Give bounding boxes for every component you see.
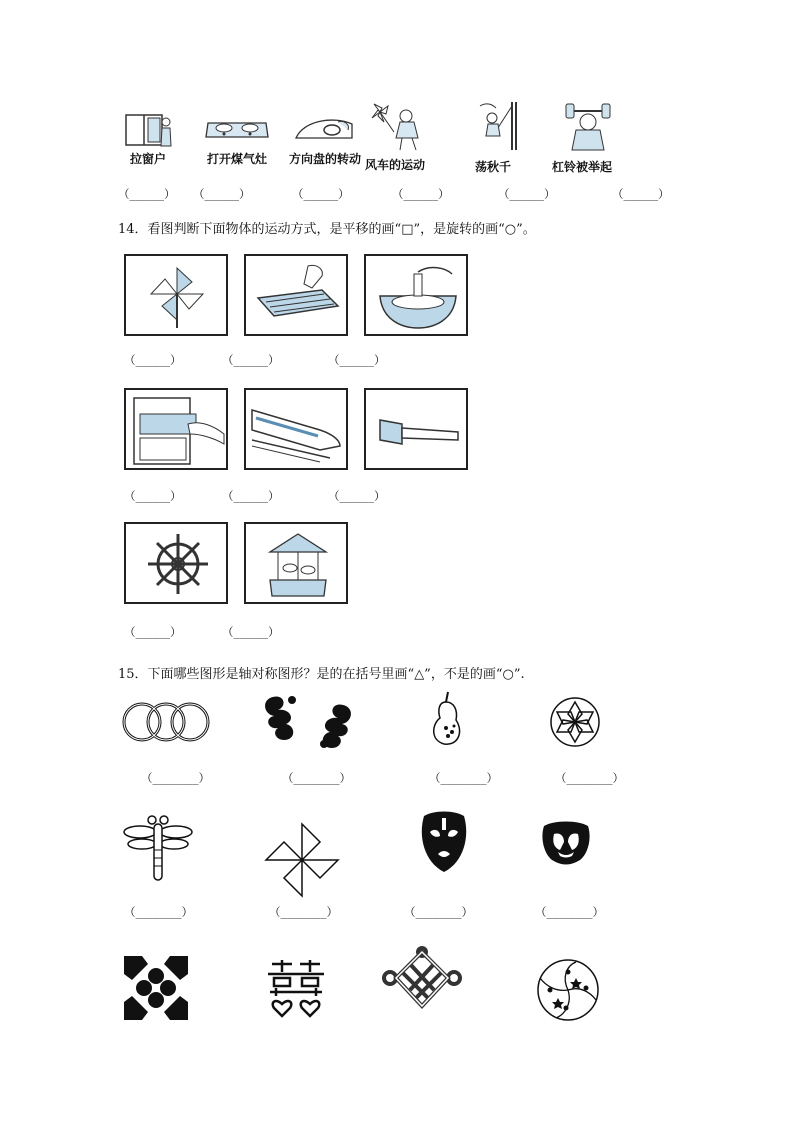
pear-icon (426, 688, 466, 748)
pinwheel-icon (148, 264, 206, 328)
windmill-icon (264, 822, 340, 898)
weightlifter-icon (560, 100, 616, 152)
q15-answer-5[interactable]: （________） (124, 905, 193, 919)
gas-stove-icon (204, 117, 270, 143)
q14-answer-5[interactable]: （______） (222, 489, 280, 503)
star-circle-icon (549, 696, 601, 748)
q15-title: 15．下面哪些图形是轴对称图形？是的在括号里画“△”，不是的画“○”. (118, 667, 525, 682)
carousel-icon (264, 530, 332, 600)
q14-picture-2 (244, 254, 348, 336)
q13-label-3: 方向盘的转动 (289, 152, 362, 166)
q14-answer-4[interactable]: （______） (124, 489, 182, 503)
pinwheel-girl-icon (370, 102, 436, 152)
q15-answer-4[interactable]: （________） (555, 771, 624, 785)
faucet-icon (374, 262, 462, 332)
q14-picture-8 (244, 522, 348, 604)
steering-wheel-icon (294, 114, 354, 142)
knot-pattern-icon (122, 954, 190, 1022)
ship-wheel-icon (146, 532, 210, 596)
dragonfly-icon (122, 810, 194, 882)
q13-answer-4[interactable]: （______） (392, 187, 450, 201)
rings-icon (120, 700, 212, 744)
q14-picture-3 (364, 254, 468, 336)
q13-label-6: 杠铃被举起 (552, 160, 613, 174)
q15-answer-7[interactable]: （________） (404, 905, 473, 919)
q14-picture-4 (124, 388, 228, 470)
q14-picture-1 (124, 254, 228, 336)
q14-answer-7[interactable]: （______） (124, 625, 182, 639)
double-happiness-icon (266, 958, 326, 1022)
q15-answer-3[interactable]: （________） (429, 771, 498, 785)
train-icon (250, 400, 344, 462)
q14-answer-1[interactable]: （______） (124, 353, 182, 367)
q15-answer-1[interactable]: （________） (141, 771, 210, 785)
window-icon (124, 112, 174, 148)
hammer-icon (374, 410, 462, 454)
q13-label-1: 拉窗户 (130, 152, 167, 166)
swing-icon (474, 100, 524, 152)
q13-label-4: 风车的运动 (365, 158, 426, 172)
chinese-knot-icon (382, 946, 462, 1014)
q14-title: 14．看图判断下面物体的运动方式，是平移的画“□”，是旋转的画“○”。 (118, 222, 536, 237)
q13-answer-6[interactable]: （______） (612, 187, 670, 201)
emblem-icon (540, 818, 592, 866)
q13-answer-3[interactable]: （______） (292, 187, 350, 201)
q14-answer-3[interactable]: （______） (328, 353, 386, 367)
q14-picture-5 (244, 388, 348, 470)
q14-picture-6 (364, 388, 468, 470)
floral-icon (262, 692, 354, 752)
q13-answer-5[interactable]: （______） (498, 187, 556, 201)
q13-label-2: 打开煤气灶 (207, 152, 268, 166)
q13-label-5: 荡秋千 (475, 160, 512, 174)
q13-answer-2[interactable]: （______） (193, 187, 251, 201)
q14-answer-6[interactable]: （______） (328, 489, 386, 503)
q13-answer-1[interactable]: （______） (118, 187, 176, 201)
drawer-icon (130, 394, 224, 466)
q15-answer-2[interactable]: （________） (282, 771, 351, 785)
q14-answer-8[interactable]: （______） (222, 625, 280, 639)
q15-answer-8[interactable]: （________） (535, 905, 604, 919)
q14-answer-2[interactable]: （______） (222, 353, 280, 367)
opera-mask-icon (418, 810, 470, 874)
q15-answer-6[interactable]: （________） (269, 905, 338, 919)
abacus-icon (252, 262, 344, 332)
q14-picture-7 (124, 522, 228, 604)
flower-circle-icon (536, 958, 600, 1022)
